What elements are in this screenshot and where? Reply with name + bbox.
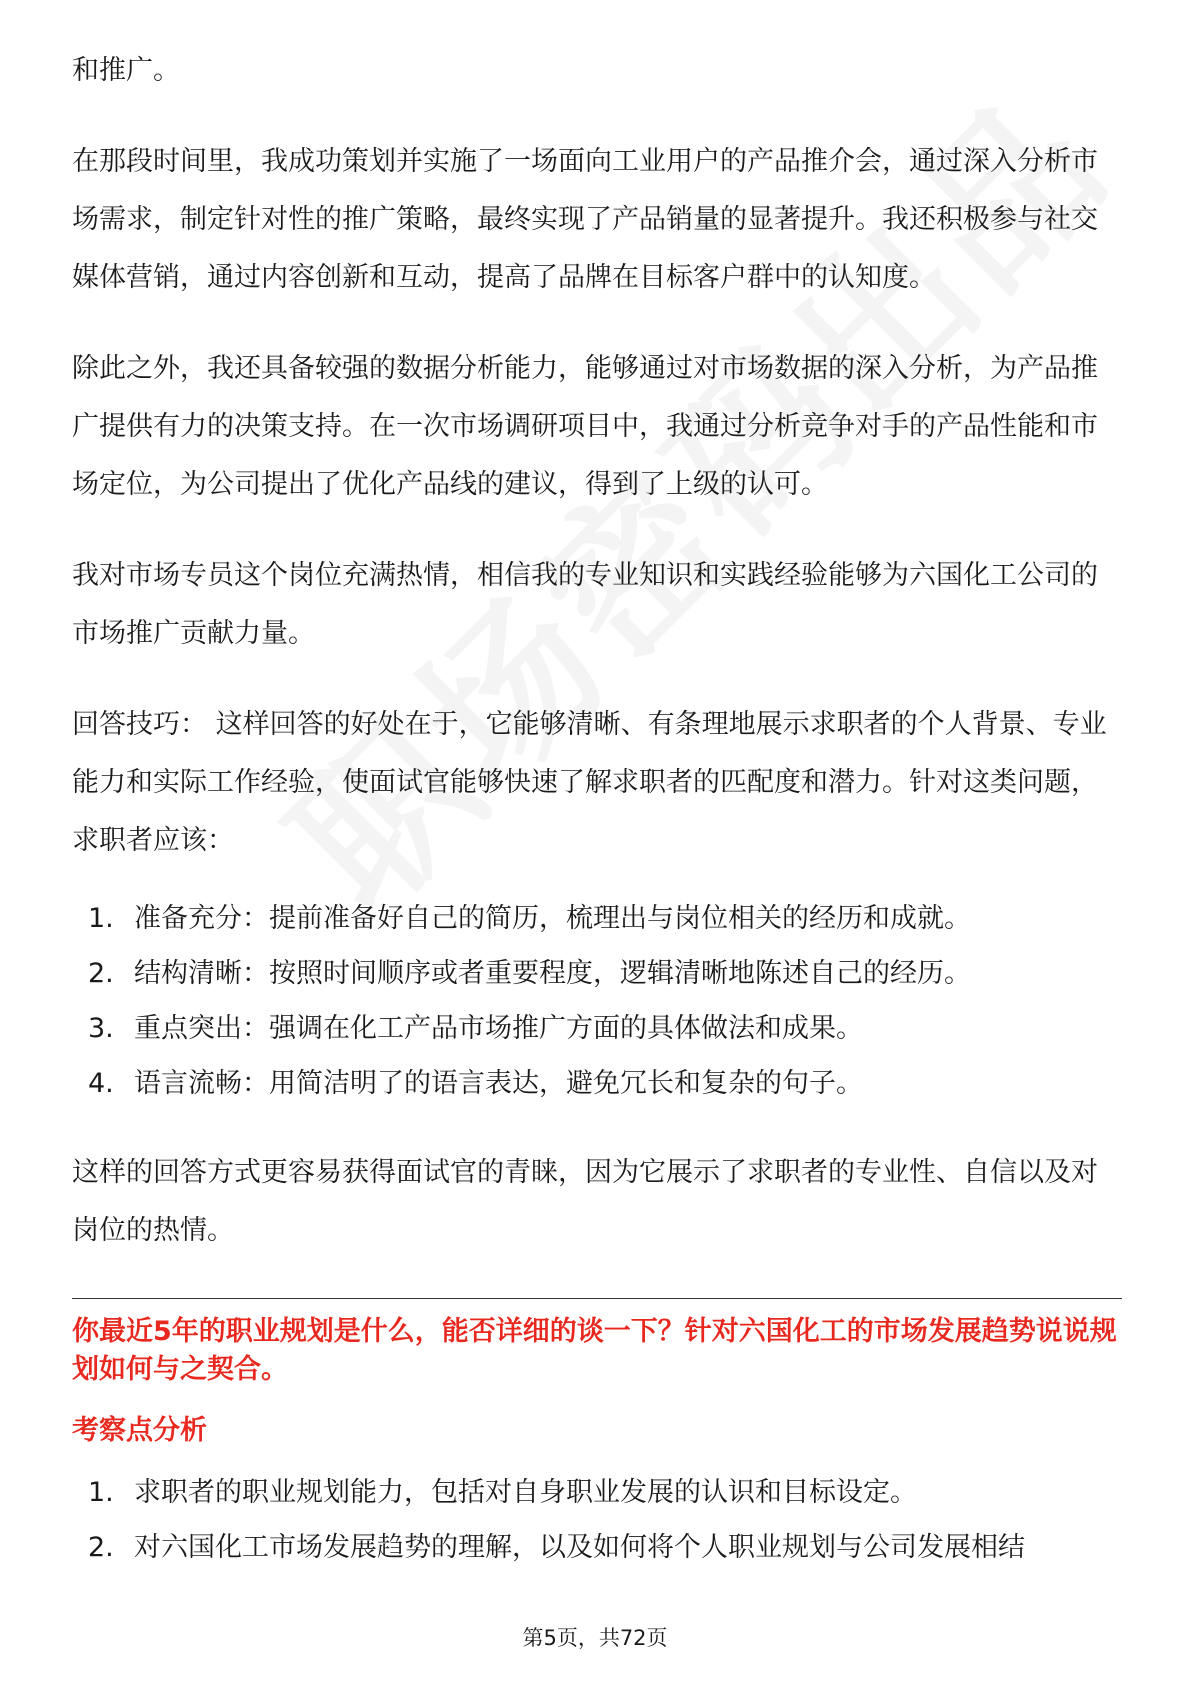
list-item	[72, 1066, 1122, 1102]
document-body	[72, 42, 1122, 1608]
list-number: 2.	[88, 958, 114, 989]
paragraph: 在那段时间里，我成功策划并实施了一场面向工业用户的产品推介会，通过深入分析市场需求，制定针对性的推广策略，最终实现了产品销量的显著提升。我还积极参与社交媒体营销，通过内容创新和互动，提高了品牌在目标客户群中的认知度。	[72, 146, 1098, 293]
paragraph: 我对市场专员这个岗位充满热情，相信我的专业知识和实践经验能够为六国化工公司的市场推广贡献力量。	[72, 560, 1098, 649]
interview-question: 你最近5年的职业规划是什么，能否详细的谈一下？针对六国化工的市场发展趋势说说规划如何与之契合。	[72, 1316, 1117, 1385]
list-number: 1.	[88, 1477, 114, 1508]
paragraph: 除此之外，我还具备较强的数据分析能力，能够通过对市场数据的深入分析，为产品推广提供有力的决策支持。在一次市场调研项目中，我通过分析竞争对手的产品性能和市场定位，为公司提出了优化产品线的建议，得到了上级的认可。	[72, 353, 1098, 500]
list-text: 结构清晰：按照时间顺序或者重要程度，逻辑清晰地陈述自己的经历。	[134, 958, 971, 989]
list-text: 求职者的职业规划能力，包括对自身职业发展的认识和目标设定。	[134, 1477, 917, 1508]
list-text: 语言流畅：用简洁明了的语言表达，避免冗长和复杂的句子。	[134, 1068, 863, 1099]
list-number: 1.	[88, 903, 114, 934]
list-item	[72, 956, 1122, 992]
list-item	[72, 901, 1122, 937]
section-divider	[72, 1298, 1122, 1299]
list-item	[72, 1011, 1122, 1047]
analysis-heading: 考察点分析	[72, 1415, 207, 1446]
list-number: 3.	[88, 1013, 114, 1044]
list-number: 2.	[88, 1532, 114, 1563]
list-number: 4.	[88, 1068, 114, 1099]
closing-paragraph: 这样的回答方式更容易获得面试官的青睐，因为它展示了求职者的专业性、自信以及对岗位的热情。	[72, 1157, 1098, 1246]
list-item	[72, 1475, 1122, 1511]
list-text: 重点突出：强调在化工产品市场推广方面的具体做法和成果。	[134, 1013, 863, 1044]
answer-tips-paragraph: 回答技巧： 这样回答的好处在于，它能够清晰、有条理地展示求职者的个人背景、专业能力和实际工作经验，使面试官能够快速了解求职者的匹配度和潜力。针对这类问题，求职者应该：	[72, 709, 1107, 856]
list-text: 对六国化工市场发展趋势的理解，以及如何将个人职业规划与公司发展相结	[134, 1532, 1025, 1563]
analysis-list	[72, 1475, 1122, 1566]
list-text: 准备充分：提前准备好自己的简历，梳理出与岗位相关的经历和成就。	[134, 903, 971, 934]
list-item	[72, 1530, 1122, 1566]
tips-list	[72, 901, 1122, 1102]
page-number: 第5页，共72页	[522, 1626, 668, 1650]
paragraph: 和推广。	[72, 55, 180, 86]
